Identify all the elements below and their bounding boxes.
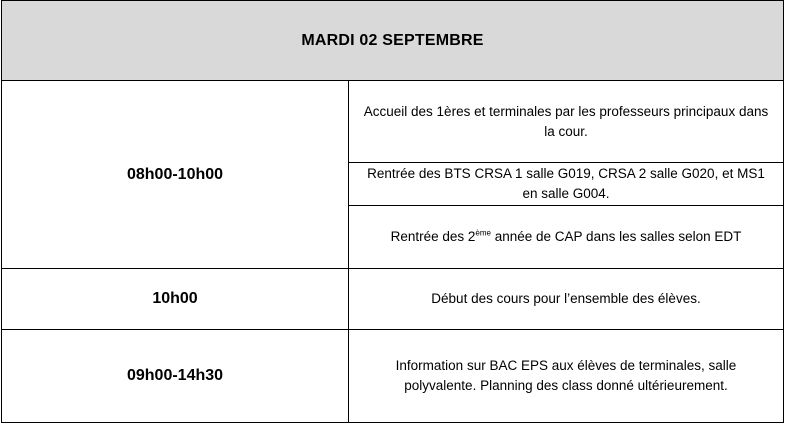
description-item — [349, 206, 783, 268]
table-row — [2, 330, 783, 422]
description-item: Rentrée des BTS CRSA 1 salle G019, CRSA 2 salle G020, et MS1 en salle G004. — [349, 163, 783, 206]
description-text: Rentrée des 2 — [390, 229, 476, 244]
table-row — [2, 81, 783, 269]
schedule-table — [1, 0, 784, 423]
table-row — [2, 269, 783, 330]
time-slot: 08h00-10h00 — [2, 81, 349, 268]
description-cell — [349, 81, 783, 268]
description-item: Accueil des 1ères et terminales par les professeurs principaux dans la cour. — [349, 81, 783, 163]
table-header — [2, 1, 783, 81]
description-cell — [349, 269, 783, 329]
time-slot: 09h00-14h30 — [2, 330, 349, 422]
time-slot: 10h00 — [2, 269, 349, 329]
superscript-text: ème — [475, 228, 491, 238]
day-title: MARDI 02 SEPTEMBRE — [301, 31, 484, 49]
description-item: Information sur BAC EPS aux élèves de terminales, salle polyvalente. Planning des class donné ultérieurement. — [395, 358, 737, 393]
description-item: Début des cours pour l’ensemble des élèves. — [431, 291, 701, 306]
description-cell — [349, 330, 783, 422]
description-text: année de CAP dans les salles selon EDT — [490, 229, 742, 244]
